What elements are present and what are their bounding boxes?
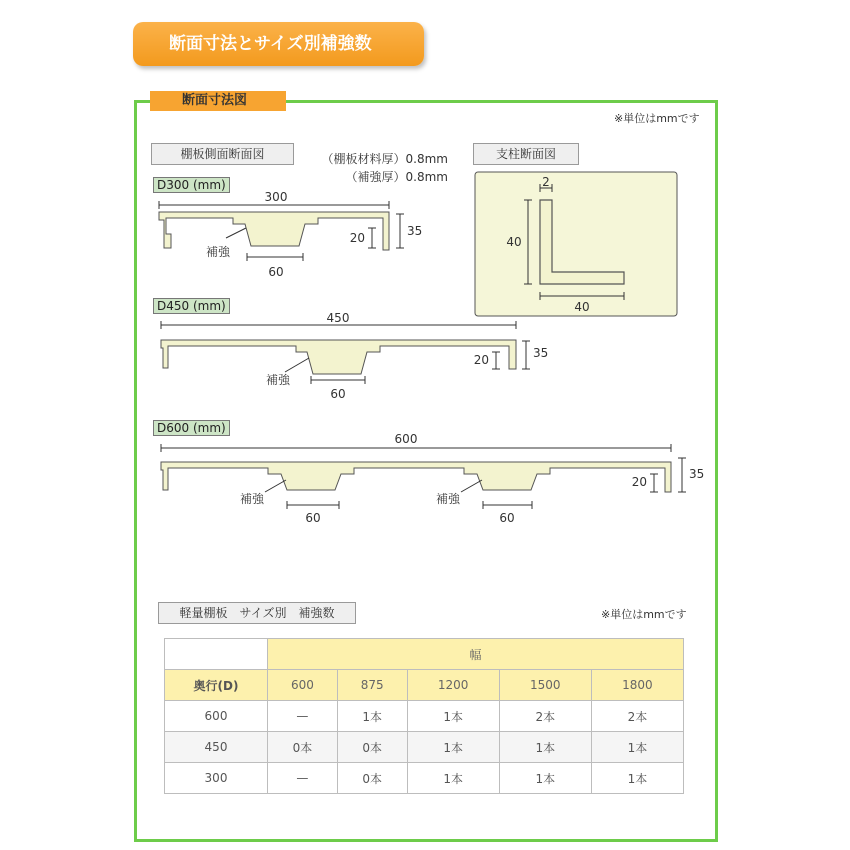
d300-label: D300 (mm) bbox=[153, 177, 230, 193]
table-cell: 1本 bbox=[591, 763, 683, 794]
table-unit-note: ※単位はmmです bbox=[601, 608, 687, 621]
table-row bbox=[165, 701, 684, 732]
d450-width-dim: 450 bbox=[326, 311, 350, 325]
table-corner-cell bbox=[165, 639, 268, 670]
post-section-label: 支柱断面図 bbox=[473, 143, 579, 165]
table-cell: 1本 bbox=[591, 732, 683, 763]
d600-rib-width-dim-2: 60 bbox=[499, 511, 515, 525]
table-column-row bbox=[165, 670, 684, 701]
table-cell: 1本 bbox=[499, 763, 591, 794]
row-depth: 300 bbox=[165, 763, 268, 794]
width-col-1500: 1500 bbox=[499, 670, 591, 701]
d600-profile bbox=[161, 462, 671, 492]
shelf-side-label: 棚板側面断面図 bbox=[151, 143, 294, 165]
d300-inner-height-dim: 20 bbox=[349, 231, 365, 245]
d600-rib-label-1: 補強 bbox=[239, 492, 265, 506]
width-col-1800: 1800 bbox=[591, 670, 683, 701]
width-header: 幅 bbox=[268, 639, 684, 670]
d600-rib-label-2: 補強 bbox=[435, 492, 461, 506]
d450-inner-height-dim: 20 bbox=[473, 353, 489, 367]
d600-outer-height-dim: 35 bbox=[689, 467, 705, 481]
table-cell: 0本 bbox=[268, 732, 338, 763]
table-cell: — bbox=[268, 701, 338, 732]
width-col-600: 600 bbox=[268, 670, 338, 701]
d600-inner-height-dim: 20 bbox=[631, 475, 647, 489]
post-height-dim: 40 bbox=[506, 235, 522, 249]
d300-width-dim: 300 bbox=[264, 190, 288, 204]
table-cell: 2本 bbox=[499, 701, 591, 732]
table-cell: — bbox=[268, 763, 338, 794]
table-cell: 0本 bbox=[337, 763, 407, 794]
depth-header: 奥行(D) bbox=[165, 670, 268, 701]
table-cell: 1本 bbox=[499, 732, 591, 763]
table-row bbox=[165, 732, 684, 763]
table-row bbox=[165, 763, 684, 794]
table-cell: 1本 bbox=[407, 701, 499, 732]
d450-label: D450 (mm) bbox=[153, 298, 230, 314]
table-cell: 2本 bbox=[591, 701, 683, 732]
table-header-row bbox=[165, 639, 684, 670]
d300-rib-label: 補強 bbox=[205, 245, 231, 259]
spec-panel-thickness: （棚板材料厚）0.8mm bbox=[321, 152, 448, 166]
table-cell: 1本 bbox=[407, 732, 499, 763]
d600-label: D600 (mm) bbox=[153, 420, 230, 436]
d450-rib-width-dim: 60 bbox=[330, 387, 346, 401]
unit-note: ※単位はmmです bbox=[614, 112, 700, 125]
width-col-875: 875 bbox=[337, 670, 407, 701]
row-depth: 450 bbox=[165, 732, 268, 763]
spec-rib-thickness: （補強厚）0.8mm bbox=[345, 170, 448, 184]
table-cell: 1本 bbox=[337, 701, 407, 732]
table-section-label: 軽量棚板 サイズ別 補強数 bbox=[158, 602, 356, 624]
d600-rib-width-dim-1: 60 bbox=[305, 511, 321, 525]
post-thickness-dim: 2 bbox=[542, 175, 550, 189]
post-width-dim: 40 bbox=[574, 300, 590, 314]
d450-rib-label: 補強 bbox=[265, 373, 291, 387]
page-title: 断面寸法とサイズ別補強数 bbox=[169, 34, 372, 54]
section-tab: 断面寸法図 bbox=[150, 91, 286, 111]
d300-outer-height-dim: 35 bbox=[407, 224, 423, 238]
reinforcement-table bbox=[164, 638, 684, 794]
width-col-1200: 1200 bbox=[407, 670, 499, 701]
d600-width-dim: 600 bbox=[394, 432, 418, 446]
d450-profile bbox=[161, 340, 516, 374]
post-panel bbox=[475, 172, 677, 316]
d450-outer-height-dim: 35 bbox=[533, 346, 549, 360]
row-depth: 600 bbox=[165, 701, 268, 732]
table-cell: 1本 bbox=[407, 763, 499, 794]
d300-rib-width-dim: 60 bbox=[268, 265, 284, 279]
table-cell: 0本 bbox=[337, 732, 407, 763]
